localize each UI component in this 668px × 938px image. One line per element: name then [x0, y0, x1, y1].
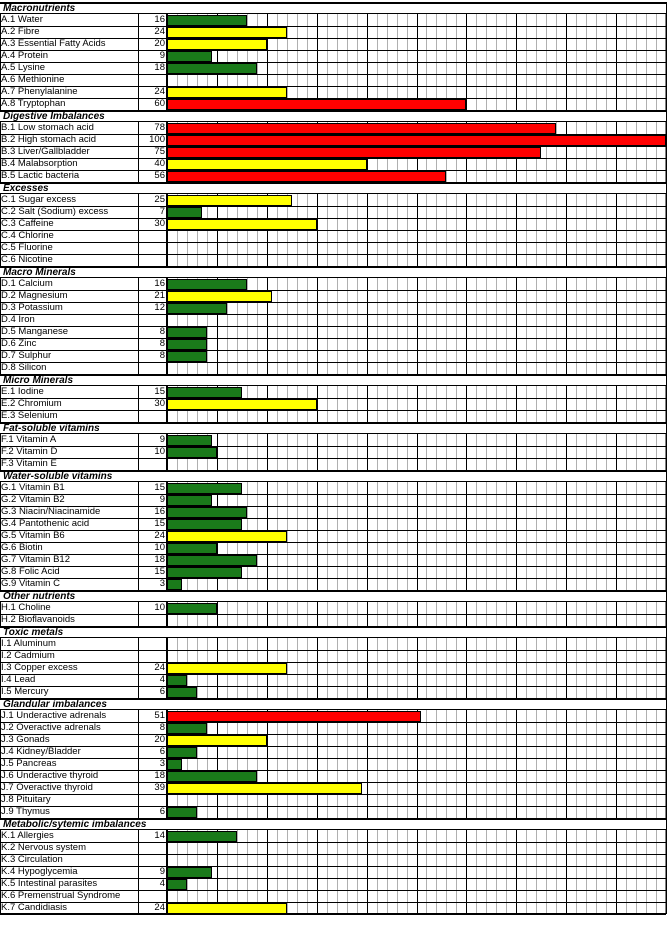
- row-value: 3: [159, 758, 165, 769]
- bar: [167, 711, 421, 722]
- row-label: K.3 Circulation: [1, 854, 63, 865]
- row-value: 16: [154, 14, 165, 25]
- table-row: [0, 710, 666, 722]
- bar: [167, 27, 287, 38]
- row-value: 30: [154, 218, 165, 229]
- row-label: F.1 Vitamin A: [1, 434, 57, 445]
- bar: [167, 291, 272, 302]
- table-row: [0, 650, 666, 662]
- section-header: [0, 2, 666, 14]
- row-label: B.3 Liver/Gallbladder: [1, 146, 90, 157]
- row-value: 56: [154, 170, 165, 181]
- row-label: C.4 Chlorine: [1, 230, 54, 241]
- bar: [167, 783, 362, 794]
- row-value: 4: [159, 674, 165, 685]
- bar: [167, 135, 666, 146]
- table-row: [0, 14, 666, 26]
- bar: [167, 663, 287, 674]
- row-label: C.5 Fluorine: [1, 242, 53, 253]
- row-label: K.6 Premenstrual Syndrome: [1, 890, 121, 901]
- row-value: 6: [159, 746, 165, 757]
- row-value: 8: [159, 350, 165, 361]
- bar: [167, 567, 242, 578]
- row-value: 9: [159, 50, 165, 61]
- bar: [167, 723, 207, 734]
- section-header: [0, 110, 666, 122]
- bar: [167, 15, 247, 26]
- bar: [167, 747, 197, 758]
- row-value: 18: [154, 62, 165, 73]
- row-value: 9: [159, 866, 165, 877]
- table-row: [0, 794, 666, 806]
- row-value: 9: [159, 434, 165, 445]
- bar: [167, 807, 197, 818]
- table-row: [0, 830, 666, 842]
- bar: [167, 87, 287, 98]
- bar: [167, 207, 202, 218]
- section-header: [0, 698, 666, 710]
- row-label: A.7 Phenylalanine: [1, 86, 78, 97]
- bar: [167, 447, 217, 458]
- bar: [167, 903, 287, 914]
- row-label: D.2 Magnesium: [1, 290, 68, 301]
- bar: [167, 147, 541, 158]
- row-value: 78: [154, 122, 165, 133]
- table-row: [0, 734, 666, 746]
- table-row: [0, 578, 666, 590]
- row-label: G.6 Biotin: [1, 542, 43, 553]
- row-value: 30: [154, 398, 165, 409]
- row-value: 15: [154, 518, 165, 529]
- table-row: [0, 446, 666, 458]
- bar: [167, 63, 257, 74]
- table-row: [0, 98, 666, 110]
- row-label: A.6 Methionine: [1, 74, 65, 85]
- table-row: [0, 350, 666, 362]
- row-value: 14: [154, 830, 165, 841]
- table-row: [0, 314, 666, 326]
- row-label: A.3 Essential Fatty Acids: [1, 38, 106, 49]
- table-row: [0, 854, 666, 866]
- table-row: [0, 686, 666, 698]
- row-value: 8: [159, 326, 165, 337]
- section-header: [0, 590, 666, 602]
- row-value: 20: [154, 734, 165, 745]
- section-title: Other nutrients: [3, 591, 76, 602]
- row-value: 8: [159, 722, 165, 733]
- table-row: [0, 194, 666, 206]
- table-row: [0, 386, 666, 398]
- row-label: K.5 Intestinal parasites: [1, 878, 98, 889]
- table-row: [0, 278, 666, 290]
- row-label: A.4 Protein: [1, 50, 48, 61]
- table-row: [0, 890, 666, 902]
- row-value: 8: [159, 338, 165, 349]
- row-value: 12: [154, 302, 165, 313]
- bar: [167, 99, 466, 110]
- table-row: [0, 134, 666, 146]
- table-row: [0, 506, 666, 518]
- row-label: C.6 Nicotine: [1, 254, 53, 265]
- bar: [167, 387, 242, 398]
- section-header: [0, 626, 666, 638]
- table-row: [0, 566, 666, 578]
- row-value: 10: [154, 542, 165, 553]
- bar: [167, 543, 217, 554]
- row-label: I.3 Copper excess: [1, 662, 78, 673]
- row-label: G.1 Vitamin B1: [1, 482, 65, 493]
- bar: [167, 603, 217, 614]
- bar: [167, 675, 187, 686]
- row-label: I.1 Aluminum: [1, 638, 56, 649]
- table-row: [0, 806, 666, 818]
- row-label: E.2 Chromium: [1, 398, 62, 409]
- bar: [167, 351, 207, 362]
- section-title: Toxic metals: [3, 627, 64, 638]
- row-label: H.1 Choline: [1, 602, 51, 613]
- table-row: [0, 878, 666, 890]
- row-value: 3: [159, 578, 165, 589]
- row-label: H.2 Bioflavanoids: [1, 614, 75, 625]
- row-value: 7: [159, 206, 165, 217]
- table-row: [0, 746, 666, 758]
- bar: [167, 735, 267, 746]
- table-row: [0, 362, 666, 374]
- row-value: 18: [154, 770, 165, 781]
- table-row: [0, 74, 666, 86]
- row-value: 39: [154, 782, 165, 793]
- row-label: G.5 Vitamin B6: [1, 530, 65, 541]
- row-label: J.5 Pancreas: [1, 758, 57, 769]
- bar: [167, 531, 287, 542]
- table-row: [0, 482, 666, 494]
- table-row: [0, 158, 666, 170]
- table-row: [0, 50, 666, 62]
- bar: [167, 579, 182, 590]
- row-label: C.1 Sugar excess: [1, 194, 76, 205]
- section-title: Digestive Imbalances: [3, 111, 105, 122]
- table-row: [0, 530, 666, 542]
- bar: [167, 39, 267, 50]
- row-value: 100: [149, 134, 165, 145]
- table-row: [0, 770, 666, 782]
- row-label: A.1 Water: [1, 14, 43, 25]
- bar: [167, 483, 242, 494]
- row-label: D.5 Manganese: [1, 326, 69, 337]
- row-value: 15: [154, 482, 165, 493]
- row-label: F.3 Vitamin E: [1, 458, 57, 469]
- table-row: [0, 62, 666, 74]
- row-value: 24: [154, 530, 165, 541]
- bar: [167, 171, 446, 182]
- bar: [167, 519, 242, 530]
- row-label: B.5 Lactic bacteria: [1, 170, 80, 181]
- row-label: J.1 Underactive adrenals: [1, 710, 107, 721]
- row-value: 24: [154, 26, 165, 37]
- bar: [167, 123, 556, 134]
- table-row: [0, 242, 666, 254]
- table-row: [0, 662, 666, 674]
- table-row: [0, 410, 666, 422]
- row-value: 10: [154, 446, 165, 457]
- section-header: [0, 374, 666, 386]
- table-row: [0, 518, 666, 530]
- row-label: G.2 Vitamin B2: [1, 494, 65, 505]
- section-title: Micro Minerals: [3, 375, 74, 386]
- table-row: [0, 230, 666, 242]
- table-row: [0, 866, 666, 878]
- row-label: A.8 Tryptophan: [1, 98, 66, 109]
- table-row: [0, 542, 666, 554]
- row-value: 24: [154, 86, 165, 97]
- section-header: [0, 470, 666, 482]
- row-label: I.2 Cadmium: [1, 650, 55, 661]
- table-row: [0, 902, 666, 914]
- row-label: K.4 Hypoglycemia: [1, 866, 78, 877]
- table-row: [0, 338, 666, 350]
- row-label: I.4 Lead: [1, 674, 36, 685]
- table-row: [0, 206, 666, 218]
- row-label: K.7 Candidiasis: [1, 902, 68, 913]
- section-title: Metabolic/sytemic imbalances: [3, 819, 147, 830]
- table-row: [0, 290, 666, 302]
- row-label: D.8 Silicon: [1, 362, 47, 373]
- bar: [167, 771, 257, 782]
- row-label: G.9 Vitamin C: [1, 578, 60, 589]
- table-row: [0, 638, 666, 650]
- row-label: G.4 Pantothenic acid: [1, 518, 90, 529]
- bar: [167, 159, 367, 170]
- table-row: [0, 434, 666, 446]
- bar: [167, 195, 292, 206]
- bar: [167, 435, 212, 446]
- bar: [167, 303, 227, 314]
- table-row: [0, 782, 666, 794]
- row-value: 10: [154, 602, 165, 613]
- section-title: Macro Minerals: [3, 267, 76, 278]
- row-value: 18: [154, 554, 165, 565]
- bar: [167, 687, 197, 698]
- section-header: [0, 818, 666, 830]
- bar: [167, 327, 207, 338]
- row-value: 16: [154, 278, 165, 289]
- row-label: C.2 Salt (Sodium) excess: [1, 206, 109, 217]
- table-row: [0, 614, 666, 626]
- bar: [167, 339, 207, 350]
- row-label: D.4 Iron: [1, 314, 35, 325]
- bar: [167, 507, 247, 518]
- table-row: [0, 326, 666, 338]
- table-row: [0, 554, 666, 566]
- bar: [167, 867, 212, 878]
- section-title: Water-soluble vitamins: [3, 471, 113, 482]
- row-label: J.3 Gonads: [1, 734, 50, 745]
- row-label: I.5 Mercury: [1, 686, 49, 697]
- section-title: Excesses: [3, 183, 49, 194]
- row-label: F.2 Vitamin D: [1, 446, 58, 457]
- row-label: A.2 Fibre: [1, 26, 40, 37]
- row-value: 51: [154, 710, 165, 721]
- row-label: B.1 Low stomach acid: [1, 122, 94, 133]
- table-row: [0, 602, 666, 614]
- table-row: [0, 674, 666, 686]
- row-label: C.3 Caffeine: [1, 218, 54, 229]
- table-row: [0, 254, 666, 266]
- bar: [167, 759, 182, 770]
- table-row: [0, 146, 666, 158]
- row-value: 6: [159, 806, 165, 817]
- table-row: [0, 722, 666, 734]
- row-value: 24: [154, 902, 165, 913]
- row-label: K.2 Nervous system: [1, 842, 86, 853]
- row-value: 15: [154, 566, 165, 577]
- row-label: D.7 Sulphur: [1, 350, 52, 361]
- bar: [167, 831, 237, 842]
- table-row: [0, 26, 666, 38]
- table-row: [0, 494, 666, 506]
- row-label: E.1 Iodine: [1, 386, 44, 397]
- table-row: [0, 38, 666, 50]
- row-label: A.5 Lysine: [1, 62, 46, 73]
- section-header: [0, 422, 666, 434]
- row-label: G.8 Folic Acid: [1, 566, 60, 577]
- bar: [167, 399, 317, 410]
- row-label: E.3 Selenium: [1, 410, 58, 421]
- table-row: [0, 302, 666, 314]
- bar: [167, 495, 212, 506]
- row-label: B.4 Malabsorption: [1, 158, 78, 169]
- row-label: J.9 Thymus: [1, 806, 50, 817]
- bar: [167, 879, 187, 890]
- bar: [167, 51, 212, 62]
- row-value: 20: [154, 38, 165, 49]
- row-value: 40: [154, 158, 165, 169]
- row-value: 75: [154, 146, 165, 157]
- section-title: Macronutrients: [3, 3, 76, 14]
- table-row: [0, 842, 666, 854]
- row-label: B.2 High stomach acid: [1, 134, 97, 145]
- row-value: 21: [154, 290, 165, 301]
- section-title: Fat-soluble vitamins: [3, 423, 100, 434]
- table-row: [0, 218, 666, 230]
- row-value: 24: [154, 662, 165, 673]
- section-title: Glandular imbalances: [3, 699, 107, 710]
- table-row: [0, 170, 666, 182]
- bar: [167, 279, 247, 290]
- table-row: [0, 122, 666, 134]
- table-row: [0, 758, 666, 770]
- row-value: 6: [159, 686, 165, 697]
- table-row: [0, 458, 666, 470]
- row-label: J.7 Overactive thyroid: [1, 782, 93, 793]
- row-label: D.3 Potassium: [1, 302, 63, 313]
- row-label: G.3 Niacin/Niacinamide: [1, 506, 101, 517]
- table-row: [0, 86, 666, 98]
- row-label: J.4 Kidney/Bladder: [1, 746, 81, 757]
- table-row: [0, 398, 666, 410]
- row-label: K.1 Allergies: [1, 830, 54, 841]
- row-label: D.1 Calcium: [1, 278, 53, 289]
- row-value: 9: [159, 494, 165, 505]
- row-value: 15: [154, 386, 165, 397]
- row-label: D.6 Zinc: [1, 338, 37, 349]
- row-value: 60: [154, 98, 165, 109]
- row-value: 4: [159, 878, 165, 889]
- bar: [167, 555, 257, 566]
- row-value: 25: [154, 194, 165, 205]
- row-label: G.7 Vitamin B12: [1, 554, 71, 565]
- bar: [167, 219, 317, 230]
- row-value: 16: [154, 506, 165, 517]
- row-label: J.2 Overactive adrenals: [1, 722, 101, 733]
- section-header: [0, 182, 666, 194]
- row-label: J.6 Underactive thyroid: [1, 770, 99, 781]
- row-label: J.8 Pituitary: [1, 794, 51, 805]
- section-header: [0, 266, 666, 278]
